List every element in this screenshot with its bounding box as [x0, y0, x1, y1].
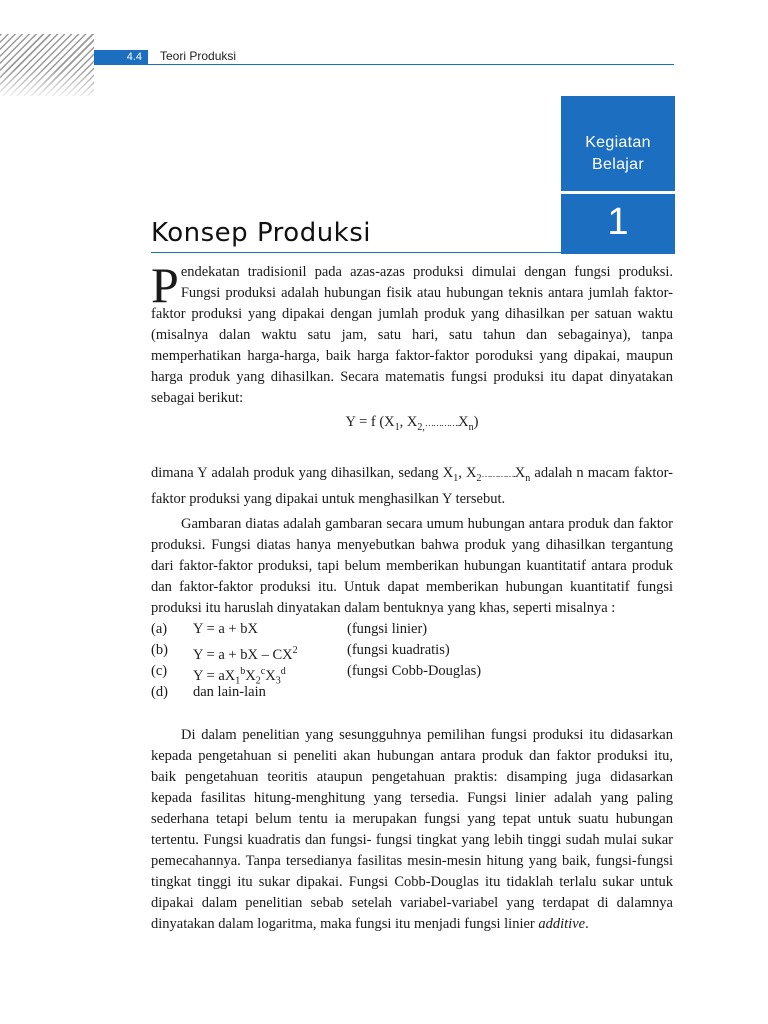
page-title: Konsep Produksi [151, 218, 372, 248]
title-rule [151, 252, 675, 253]
kb-label-line2: Belajar [592, 156, 644, 173]
spacer [151, 703, 673, 725]
kegiatan-belajar-box [561, 96, 675, 254]
list-item: (b) Y = a + bX – $CX^2$ (fungsi kuadratis) [151, 641, 450, 663]
list-item: (a) Y = a + bX (fungsi linier) [151, 620, 428, 637]
body-content [151, 257, 673, 935]
gambaran-paragraph: Gambaran diatas adalah gambaran secara umum hubungan antara produk dan faktor produksi. Fungsi diatas hanya menyebutkan bahwa produk yang dihasilkan tergantung dari faktor-faktor produksi, tapi belum memberikan hubungan kuantitatif antara produk dan faktor-faktor produksi itu. Untuk dapat memberikan hubungan kuantitatif fungsi produksi itu haruslah dinyatakan dalam bentuknya yang khas, seperti misalnya : [151, 515, 673, 616]
spacer [151, 441, 673, 463]
intro-paragraph [151, 257, 673, 409]
section-number-badge [94, 50, 148, 64]
production-function-formula: Y = f ($X_1$, $X_{2,}\dots\dots\dots\dots.X_n$) [345, 414, 479, 433]
drop-cap: P [151, 257, 179, 313]
dimana-paragraph: dimana Y adalah produk yang dihasilkan, sedang $X_1$, $X_2\dots\dots\dots\dots.X_n$ adalah n macam faktor-faktor produksi yang dipakai untuk menghasilkan Y tersebut. [151, 464, 673, 507]
header-rule [94, 64, 674, 65]
list-item: (c) $Y = aX_1^bX_2^cX_3^d$ (fungsi Cobb-Douglas) [151, 662, 482, 687]
function-list [151, 619, 673, 703]
section-title: Teori Produksi [160, 49, 237, 63]
section-number: 4.4 [126, 51, 142, 63]
kb-number: 1 [607, 201, 629, 243]
list-item: (d) dan lain-lain [151, 683, 266, 700]
penelitian-paragraph: Di dalam penelitian yang sesungguhnya pemilihan fungsi produksi itu didasarkan kepada pengetahuan si peneliti akan hubungan antara produk dan faktor produksi itu, baik pengetahuan teoritis ataupun pengetahuan praktis: disamping juga didasarkan kepada fasilitas hitung-menghitung yang tersedia. Fungsi linier adalah yang paling sederhana tetapi belum tentu ia merupakan fungsi yang tepat untuk suatu hubungan tertentu. Fungsi kuadratis dan fungsi- fungsi tingkat yang lebih tinggi sudah mulai sukar pemecahannya. Tanpa tersedianya fasilitas mesin-mesin hitung yang baik, fungsi-fungsi tingkat tinggi itu sukar dipakai. Fungsi Cobb-Douglas itu tidaklah terlalu sukar untuk dipakai dalam penelitian sebab setelah variabel-variabel yang terdapat di dalamnya dinyatakan dalam logaritma, maka fungsi itu menjadi fungsi linier additive. [151, 726, 673, 932]
kegiatan-belajar-label [561, 132, 675, 176]
intro-text: endekatan tradisionil pada azas-azas produksi dimulai dengan fungsi produksi. Fungsi produksi adalah hubungan fisik atau hubungan teknis antara jumlah faktor-faktor produksi yang dipakai dengan jumlah produk yang dihasilkan per satuan waktu (misalnya dalan waktu satu jam, satu hari, satu tahun dan sebagainya), tanpa memperhatikan harga-harga, baik harga faktor-faktor poroduksi yang dipakai, maupun harga produk yang dihasilkan. Secara matematis fungsi produksi itu dapat dinyatakan sebagai berikut: [151, 264, 673, 406]
kb-label-line1: Kegiatan [585, 134, 651, 151]
kb-divider [561, 191, 675, 194]
header-hatch-fade [0, 34, 94, 96]
